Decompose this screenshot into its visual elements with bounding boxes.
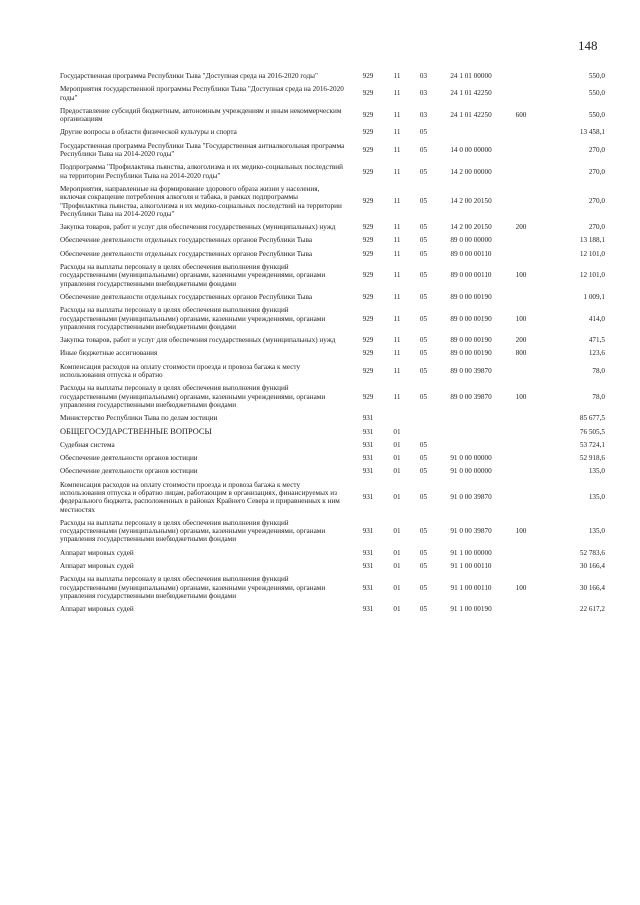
table-row — [60, 560, 605, 573]
section-code: 01 — [393, 427, 401, 436]
expense-type-code: 600 — [515, 111, 527, 120]
article-code: 14 2 00 00000 — [450, 167, 492, 176]
expense-type-code — [505, 412, 537, 425]
section-code: 11 — [393, 314, 401, 323]
subsection-code: 05 — [419, 336, 428, 345]
ministry-code: 929 — [362, 145, 374, 154]
article-code: 14 2 00 20150 — [450, 223, 492, 232]
article-code — [437, 126, 505, 139]
article-code: 91 0 00 39870 — [450, 493, 492, 502]
row-name: Расходы на выплаты персоналу в целях обеспечения выполнения функций государственными (муниципальными) органами, казенными учреждениями, органами управления государственными внебюджетными фондами — [60, 306, 326, 331]
subsection-code: 05 — [419, 454, 428, 463]
table-row — [60, 221, 605, 234]
ministry-code: 931 — [362, 583, 374, 592]
ministry-code: 931 — [362, 527, 374, 536]
subsection-code: 03 — [419, 111, 428, 120]
subsection-code: 05 — [419, 197, 428, 206]
section-code: 11 — [393, 72, 401, 80]
row-name: Обеспечение деятельности отдельных государственных органов Республики Тыва — [60, 249, 313, 258]
row-name: Аппарат мировых судей — [60, 605, 134, 614]
ministry-code: 929 — [362, 366, 374, 375]
expense-type-code — [505, 161, 537, 183]
row-name: Предоставление субсидий бюджетным, автономным учреждениям и иным некоммерческим организациям — [60, 106, 342, 124]
ministry-code: 929 — [362, 72, 374, 80]
section-code: 11 — [393, 292, 401, 301]
ministry-code: 931 — [362, 493, 374, 502]
section-code: 01 — [393, 548, 401, 557]
table-row — [60, 412, 605, 425]
ministry-code: 931 — [362, 467, 374, 476]
table-row — [60, 126, 605, 139]
row-amount: 270,0 — [588, 197, 605, 206]
expense-type-code — [505, 83, 537, 105]
section-code: 11 — [393, 145, 401, 154]
row-name: ОБЩЕГОСУДАРСТВЕННЫЕ ВОПРОСЫ — [60, 426, 212, 436]
row-name: Обеспечение деятельности органов юстиции — [60, 454, 198, 463]
expense-type-code — [505, 248, 537, 261]
article-code: 91 1 00 00000 — [450, 548, 492, 557]
subsection-code: 05 — [419, 440, 428, 449]
article-code: 89 0 00 00190 — [450, 349, 492, 358]
article-code — [437, 412, 505, 425]
section-code: 11 — [393, 223, 401, 232]
expense-type-code: 100 — [515, 583, 527, 592]
article-code: 24 1 01 42250 — [450, 89, 492, 98]
row-amount: 53 724,1 — [579, 440, 605, 449]
ministry-code: 929 — [362, 223, 374, 232]
row-amount: 13 188,1 — [579, 236, 605, 245]
article-code — [437, 439, 505, 452]
subsection-code: 05 — [419, 548, 428, 557]
subsection-code: 05 — [419, 314, 428, 323]
article-code: 91 0 00 39870 — [450, 527, 492, 536]
ministry-code: 931 — [362, 548, 374, 557]
section-code: 01 — [393, 527, 401, 536]
expense-type-code: 100 — [515, 392, 527, 401]
expense-type-code: 100 — [515, 314, 527, 323]
row-name: Другие вопросы в области физической культуры и спорта — [60, 128, 237, 137]
row-name: Мероприятия государственной программы Республики Тыва "Доступная среда на 2016-2020 годы" — [60, 85, 344, 102]
subsection-code: 05 — [419, 605, 428, 614]
expense-type-code — [505, 560, 537, 573]
row-name: Компенсация расходов на оплату стоимости проезда и провоза багажа к месту использования отпуска и обратно лицам, работающим в организациях, финансируемых из федерального бюджета, расположенных в районах Крайнего Севера и приравненных к ним местностях — [60, 480, 340, 514]
row-name: Государственная программа Республики Тыва "Доступная среда на 2016-2020 годы" — [60, 72, 318, 80]
expense-type-code — [505, 183, 537, 221]
subsection-code: 05 — [419, 583, 428, 592]
section-code: 11 — [393, 349, 401, 358]
table-row — [60, 573, 605, 603]
budget-table — [60, 70, 605, 617]
section-code: 11 — [393, 392, 401, 401]
row-amount: 414,0 — [588, 314, 605, 323]
row-amount: 30 166,4 — [579, 562, 605, 571]
table-row — [60, 83, 605, 105]
row-name: Расходы на выплаты персоналу в целях обеспечения выполнения функций государственными (муниципальными) органами, казенными учреждениями, органами управления государственными внебюджетными фондами — [60, 263, 326, 288]
subsection-code: 05 — [419, 292, 428, 301]
section-code: 11 — [393, 271, 401, 280]
ministry-code: 931 — [362, 440, 374, 449]
article-code: 91 0 00 00000 — [450, 467, 492, 476]
section-code: 11 — [393, 366, 401, 375]
subsection-code — [410, 412, 437, 425]
section-code: 01 — [393, 440, 401, 449]
subsection-code: 03 — [419, 89, 428, 98]
table-row — [60, 479, 605, 517]
row-name: Расходы на выплаты персоналу в целях обеспечения выполнения функций государственными (муниципальными) органами, казенными учреждениями, органами управления государственными внебюджетными фондами — [60, 575, 326, 600]
article-code: 91 1 00 00110 — [450, 562, 492, 571]
ministry-code: 929 — [362, 349, 374, 358]
subsection-code: 05 — [419, 128, 428, 137]
article-code: 91 0 00 00000 — [450, 454, 492, 463]
subsection-code: 05 — [419, 366, 428, 375]
expense-type-code — [505, 361, 537, 383]
ministry-code: 929 — [362, 336, 374, 345]
article-code: 14 2 00 20150 — [450, 197, 492, 206]
row-name: Обеспечение деятельности отдельных государственных органов Республики Тыва — [60, 236, 313, 245]
section-code: 01 — [393, 467, 401, 476]
table-row — [60, 382, 605, 412]
table-row — [60, 347, 605, 360]
expense-type-code: 800 — [515, 349, 527, 358]
subsection-code: 05 — [419, 562, 428, 571]
subsection-code: 05 — [419, 249, 428, 258]
row-name: Судебная система — [60, 440, 115, 449]
row-name: Компенсация расходов на оплату стоимости проезда и провоза багажа к месту использования отпуска и обратно — [60, 362, 301, 380]
row-amount: 76 505,5 — [579, 427, 605, 436]
table-row — [60, 70, 605, 83]
row-amount: 52 783,6 — [579, 548, 605, 557]
row-amount: 270,0 — [588, 223, 605, 232]
section-code: 01 — [393, 605, 401, 614]
ministry-code: 929 — [362, 236, 374, 245]
row-amount: 85 677,5 — [579, 414, 605, 423]
row-amount: 1 009,1 — [583, 292, 605, 301]
row-amount: 78,0 — [592, 366, 605, 375]
row-name: Аппарат мировых судей — [60, 548, 134, 557]
row-name: Закупка товаров, работ и услуг для обеспечения государственных (муниципальных) нужд — [60, 336, 336, 345]
subsection-code: 03 — [419, 72, 428, 80]
section-code: 11 — [393, 336, 401, 345]
row-amount: 22 617,2 — [579, 605, 605, 614]
table-row — [60, 105, 605, 127]
section-code: 11 — [393, 128, 401, 137]
subsection-code: 05 — [419, 392, 428, 401]
section-code: 01 — [393, 583, 401, 592]
expense-type-code — [505, 291, 537, 304]
ministry-code: 929 — [362, 128, 374, 137]
table-row — [60, 547, 605, 560]
row-amount: 12 101,0 — [579, 271, 605, 280]
expense-type-code — [505, 547, 537, 560]
ministry-code: 931 — [362, 454, 374, 463]
expense-type-code — [505, 465, 537, 478]
page-number: 148 — [578, 38, 598, 53]
section-code: 11 — [393, 167, 401, 176]
row-amount: 78,0 — [592, 392, 605, 401]
section-code: 01 — [393, 454, 401, 463]
expense-type-code — [505, 439, 537, 452]
article-code: 89 0 00 00190 — [450, 314, 492, 323]
table-row — [60, 426, 605, 439]
row-name: Обеспечение деятельности отдельных государственных органов Республики Тыва — [60, 292, 313, 301]
section-code: 11 — [393, 111, 401, 120]
row-amount: 135,0 — [588, 527, 605, 536]
row-name: Министерство Республики Тыва по делам юстиции — [60, 414, 218, 423]
expense-type-code — [505, 452, 537, 465]
ministry-code: 929 — [362, 271, 374, 280]
row-amount: 52 918,6 — [579, 454, 605, 463]
table-row — [60, 248, 605, 261]
expense-type-code — [505, 70, 537, 83]
article-code: 89 0 00 00000 — [450, 236, 492, 245]
expense-type-code — [505, 479, 537, 517]
ministry-code: 929 — [362, 292, 374, 301]
row-name: Закупка товаров, работ и услуг для обеспечения государственных (муниципальных) нужд — [60, 223, 336, 232]
subsection-code: 05 — [419, 167, 428, 176]
ministry-code: 929 — [362, 111, 374, 120]
expense-type-code — [505, 126, 537, 139]
expense-type-code: 100 — [515, 271, 527, 280]
table-row — [60, 234, 605, 247]
article-code: 89 0 00 00190 — [450, 292, 492, 301]
row-name: Государственная программа Республики Тыва "Государственная антиалкогольная программа Республики Тыва на 2014-2020 годы" — [60, 141, 345, 159]
table-row — [60, 261, 605, 291]
row-amount: 30 166,4 — [579, 583, 605, 592]
table-row — [60, 161, 605, 183]
table-row — [60, 517, 605, 547]
table-row — [60, 291, 605, 304]
expense-type-code — [505, 603, 537, 616]
expense-type-code: 200 — [515, 223, 527, 232]
row-amount: 135,0 — [588, 493, 605, 502]
row-amount: 550,0 — [588, 89, 605, 98]
article-code: 89 0 00 39870 — [450, 366, 492, 375]
expense-type-code: 200 — [515, 336, 527, 345]
article-code: 89 0 00 39870 — [450, 392, 492, 401]
ministry-code: 931 — [362, 562, 374, 571]
table-row — [60, 439, 605, 452]
subsection-code: 05 — [419, 349, 428, 358]
section-code — [384, 412, 410, 425]
subsection-code: 05 — [419, 223, 428, 232]
subsection-code: 05 — [419, 271, 428, 280]
table-body — [60, 70, 605, 617]
row-amount: 135,0 — [588, 467, 605, 476]
table-row — [60, 304, 605, 334]
row-amount: 550,0 — [588, 72, 605, 80]
section-code: 11 — [393, 89, 401, 98]
table-row — [60, 603, 605, 616]
ministry-code: 929 — [362, 167, 374, 176]
article-code: 89 0 00 00110 — [450, 271, 492, 280]
subsection-code: 05 — [419, 493, 428, 502]
article-code: 89 0 00 00190 — [450, 336, 492, 345]
expense-type-code — [505, 140, 537, 162]
row-name: Обеспечение деятельности органов юстиции — [60, 467, 198, 476]
row-amount: 123,6 — [588, 349, 605, 358]
section-code: 01 — [393, 562, 401, 571]
subsection-code: 05 — [419, 145, 428, 154]
subsection-code — [410, 426, 437, 439]
table-row — [60, 361, 605, 383]
article-code: 91 1 00 00110 — [450, 583, 492, 592]
subsection-code: 05 — [419, 527, 428, 536]
table-row — [60, 183, 605, 221]
subsection-code: 05 — [419, 236, 428, 245]
ministry-code: 929 — [362, 197, 374, 206]
row-name: Иные бюджетные ассигнования — [60, 349, 158, 358]
table-row — [60, 140, 605, 162]
article-code — [437, 426, 505, 439]
row-amount: 270,0 — [588, 145, 605, 154]
ministry-code: 929 — [362, 89, 374, 98]
section-code: 11 — [393, 249, 401, 258]
ministry-code: 931 — [362, 427, 374, 436]
table-row — [60, 334, 605, 347]
ministry-code: 931 — [362, 414, 374, 423]
ministry-code: 931 — [362, 605, 374, 614]
article-code: 91 1 00 00190 — [450, 605, 492, 614]
subsection-code: 05 — [419, 467, 428, 476]
row-name: Расходы на выплаты персоналу в целях обеспечения выполнения функций государственными (муниципальными) органами, казенными учреждениями, органами управления государственными внебюджетными фондами — [60, 518, 326, 544]
row-name: Расходы на выплаты персоналу в целях обеспечения выполнения функций государственными (муниципальными) органами, казенными учреждениями, органами управления государственными внебюджетными фондами — [60, 384, 326, 409]
row-amount: 12 101,0 — [579, 249, 605, 258]
table-row — [60, 452, 605, 465]
ministry-code: 929 — [362, 392, 374, 401]
row-name: Мероприятия, направленные на формирование здорового образа жизни у населения, включая сокращение потребления алкоголя и табака, в рамках подпрограммы "Профилактика пьянства, алкоголизма и их медико-социальных последствий на территории Республики Тыва на 2014-2020 годы" — [60, 184, 342, 218]
row-name: Подпрограмма "Профилактика пьянства, алкоголизма и их медико-социальных последствий на территории Республики Тыва на 2014-2020 годы" — [60, 163, 343, 180]
section-code: 11 — [393, 197, 401, 206]
article-code: 24 1 01 42250 — [450, 111, 492, 120]
article-code: 14 0 00 00000 — [450, 145, 492, 154]
row-amount: 270,0 — [588, 167, 605, 176]
row-name: Аппарат мировых судей — [60, 562, 134, 571]
table-row — [60, 465, 605, 478]
expense-type-code — [505, 234, 537, 247]
ministry-code: 929 — [362, 249, 374, 258]
row-amount: 471,5 — [588, 336, 605, 345]
row-amount: 13 458,1 — [579, 128, 605, 137]
section-code: 01 — [393, 493, 401, 502]
row-amount: 550,0 — [588, 111, 605, 120]
ministry-code: 929 — [362, 314, 374, 323]
expense-type-code: 100 — [515, 527, 527, 536]
section-code: 11 — [393, 236, 401, 245]
article-code: 24 1 01 00000 — [450, 72, 492, 80]
article-code: 89 0 00 00110 — [450, 249, 492, 258]
expense-type-code — [505, 426, 537, 439]
